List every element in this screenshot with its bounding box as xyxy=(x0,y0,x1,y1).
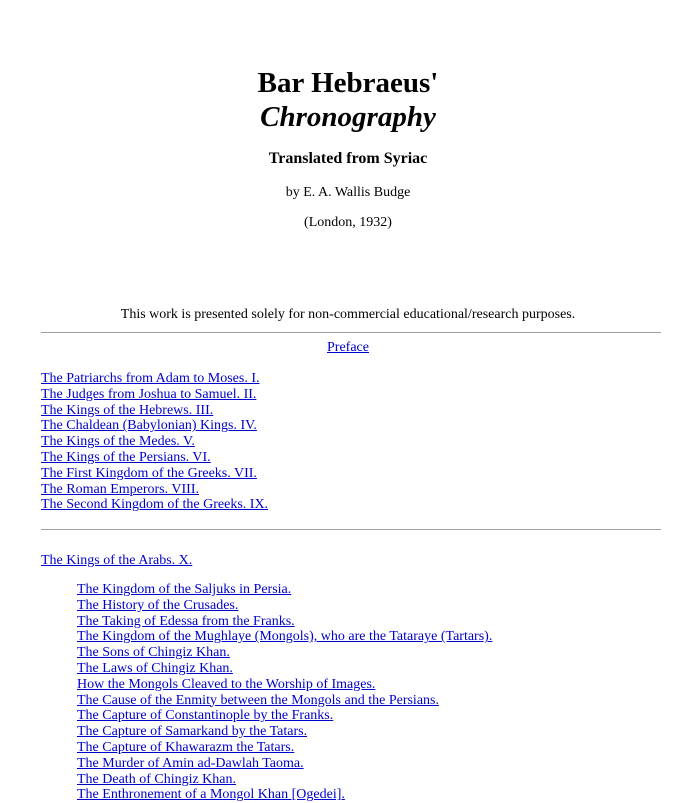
subtitle: Translated from Syriac xyxy=(268,150,428,167)
publication-info: (London, 1932) xyxy=(304,215,392,230)
chapter-link[interactable]: The Cause of the Enmity between the Mongols and the Persians. xyxy=(77,692,439,708)
chapter-link[interactable]: The Sons of Chingiz Khan. xyxy=(77,645,230,661)
chapter-link[interactable]: The Laws of Chingiz Khan. xyxy=(77,660,233,676)
page-title xyxy=(0,66,696,134)
chapter-link[interactable]: The Kingdom of the Mughlaye (Mongols), who are the Tataraye (Tartars). xyxy=(77,629,493,645)
chapter-link[interactable]: The First Kingdom of the Greeks. VII. xyxy=(41,465,257,481)
usage-notice: This work is presented solely for non-commercial educational/research purposes. xyxy=(120,307,576,322)
chapter-link[interactable]: The Roman Emperors. VIII. xyxy=(41,481,199,497)
part-two-link-list xyxy=(77,582,492,803)
divider-top xyxy=(41,332,661,333)
part-one-link-list xyxy=(41,371,268,513)
chapter-link[interactable]: The Murder of Amin ad-Dawlah Taoma. xyxy=(77,755,304,771)
chapter-link[interactable]: The Patriarchs from Adam to Moses. I. xyxy=(41,371,260,386)
chapter-link[interactable]: The History of the Crusades. xyxy=(77,597,239,613)
chapter-link[interactable]: The Kings of the Hebrews. III. xyxy=(41,402,214,418)
chapter-link[interactable]: The Judges from Joshua to Samuel. II. xyxy=(41,386,257,402)
chapter-link[interactable]: The Kingdom of the Saljuks in Persia. xyxy=(77,582,292,597)
chapter-link[interactable]: The Kings of the Medes. V. xyxy=(41,434,195,450)
chapter-link[interactable]: The Death of Chingiz Khan. xyxy=(77,771,237,787)
title-line-2: Chronography xyxy=(260,101,436,133)
preface-container xyxy=(0,339,696,357)
preface-link[interactable]: Preface xyxy=(327,340,369,355)
chapter-link[interactable]: The Capture of Samarkand by the Tatars. xyxy=(77,724,308,740)
arabs-link[interactable]: The Kings of the Arabs. X. xyxy=(41,553,193,568)
chapter-link[interactable]: The Capture of Constantinople by the Franks. xyxy=(77,708,334,724)
byline: by E. A. Wallis Budge xyxy=(285,185,411,200)
title-line-1: Bar Hebraeus' xyxy=(257,67,439,99)
chapter-link[interactable]: The Second Kingdom of the Greeks. IX. xyxy=(41,497,269,513)
chapter-link[interactable]: The Kings of the Persians. VI. xyxy=(41,449,211,465)
chapter-link[interactable]: The Taking of Edessa from the Franks. xyxy=(77,613,295,629)
divider-bottom xyxy=(41,529,661,530)
chapter-link[interactable]: The Enthronement of a Mongol Khan [Ogedei]. xyxy=(77,787,345,803)
arabs-container xyxy=(41,552,192,570)
chapter-link[interactable]: The Chaldean (Babylonian) Kings. IV. xyxy=(41,418,257,434)
chapter-link[interactable]: The Capture of Khawarazm the Tatars. xyxy=(77,739,295,755)
chapter-link[interactable]: How the Mongols Cleaved to the Worship of Images. xyxy=(77,676,376,692)
